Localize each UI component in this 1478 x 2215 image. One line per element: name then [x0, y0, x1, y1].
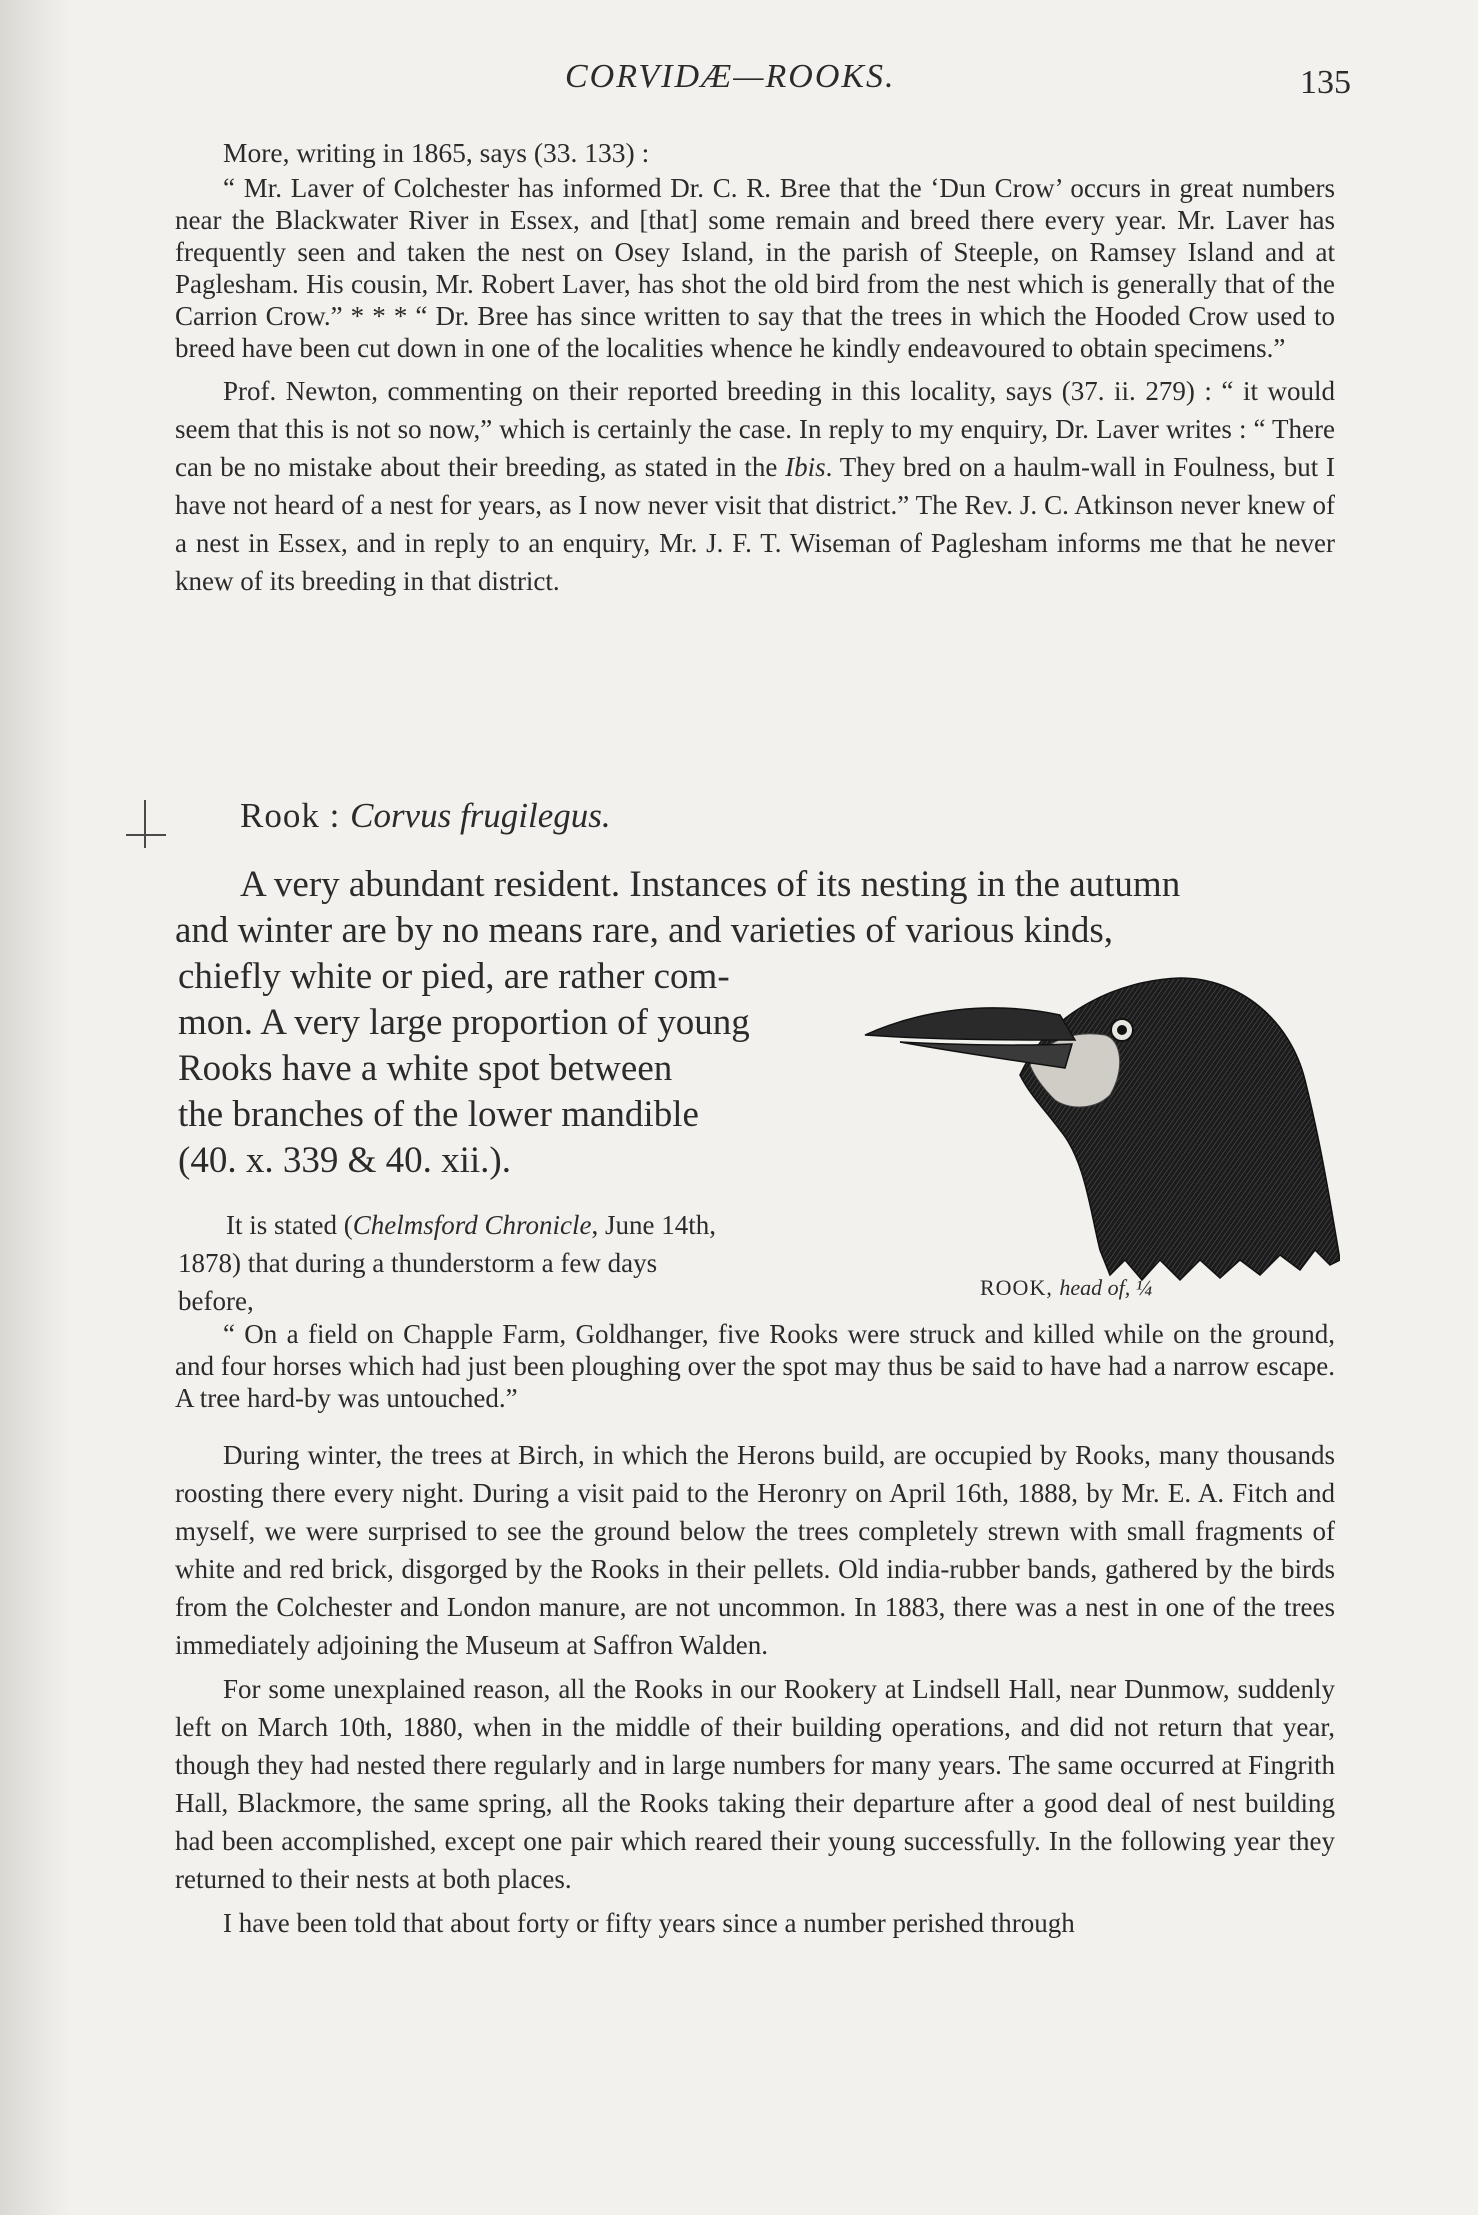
rook-head-shape [1020, 978, 1340, 1280]
ibis-title: Ibis [785, 451, 826, 482]
newton-text-end: . They bred on a haulm-wall in Foulness, but I have not heard of a nest for years, as I now never visit that district.” The Rev. J. C. Atkinson never knew of a nest in Essex, and in reply to an enquiry, Mr. J. F. T. Wiseman of Paglesham informs me that he never knew of its breeding in that district. [175, 451, 1336, 596]
intro-paragraph: More, writing in 1865, says (33. 133) : [223, 137, 650, 168]
species-common-name: Rook [240, 796, 320, 835]
rook-remaining-text [175, 1318, 1335, 1942]
species-heading-colon: : [319, 796, 351, 835]
stated-line-3: before, [178, 1286, 254, 1316]
species-latin-name: Corvus frugilegus. [350, 796, 611, 835]
rook-head-engraving [860, 960, 1340, 1310]
newton-text-start: Prof. Newton, commenting on their reported breeding in this locality, says (37. ii. 279) : “ it would seem that this is not so now,” which is certainly the case. In reply to my enquiry, Dr. Laver writes : “ There can be no mistake about their breeding, as stated in the [175, 375, 1335, 482]
rook-lead-narrow [178, 954, 828, 1320]
page-header [0, 58, 1478, 108]
stated-text: It is stated ( [226, 1210, 353, 1240]
cross-mark-icon [126, 800, 166, 848]
lead-narrow-line: Rooks have a white spot between [178, 1048, 673, 1089]
lead-narrow-line: the branches of the lower mandible [178, 1094, 699, 1135]
stated-line-1 [178, 1206, 828, 1244]
laver-quote-paragraph: “ Mr. Laver of Colchester has informed Dr. C. R. Bree that the ‘Dun Crow’ occurs in great numbers near the Blackwater River in Essex, and [that] some remain and breed there every year. Mr. Laver has frequently seen and taken the nest on Osey Island, in the parish of Steeple, on Ramsey Island and at Paglesham. His cousin, Mr. Robert Laver, has shot the old bird from the nest which is generally that of the Carrion Crow.” * * * “ Dr. Bree has since written to say that the trees in which the Hooded Crow used to breed have been cut down in one of the localities whence he kindly endeavoured to obtain specimens.” [175, 172, 1335, 363]
chelmsford-chronicle-title: Chelmsford Chronicle [352, 1210, 592, 1240]
figure-caption [980, 1275, 1152, 1301]
lead-narrow-line: chiefly white or pied, are rather com- [178, 956, 730, 997]
rook-pupil [1117, 1025, 1127, 1035]
species-heading [240, 796, 611, 836]
figure-caption-detail: head of, ¼ [1059, 1275, 1153, 1300]
lead-narrow-line: (40. x. 339 & 40. xii.). [178, 1140, 511, 1181]
final-line: I have been told that about forty or fifty years since a number perished through [223, 1908, 1075, 1938]
newton-paragraph [175, 372, 1335, 600]
lead-narrow-line: mon. A very large proportion of young [178, 1002, 750, 1043]
page-number: 135 [1300, 64, 1351, 101]
page-gutter-shadow [0, 0, 70, 2215]
hooded-crow-section [175, 134, 1335, 600]
rook-lower-beak [900, 1042, 1072, 1068]
chapple-farm-quote: “ On a field on Chapple Farm, Goldhanger, five Rooks were struck and killed while on the ground, and four horses which had just been ploughing over the spot may thus be said to have had a narrow escape. A tree hard-by was untouched.” [175, 1319, 1335, 1413]
running-head: CORVIDÆ—ROOKS. [565, 58, 896, 95]
figure-caption-label: ROOK, [980, 1275, 1060, 1300]
stated-date: , June 14th, [591, 1210, 716, 1240]
rook-upper-beak [865, 1008, 1075, 1040]
lead-line-2: and winter are by no means rare, and varieties of various kinds, [175, 910, 1114, 951]
winter-roost-paragraph: During winter, the trees at Birch, in which the Herons build, are occupied by Rooks, many thousands roosting there every night. During a visit paid to the Heronry on April 16th, 1888, by Mr. E. A. Fitch and myself, we were surprised to see the ground below the trees completely strewn with small fragments of white and red brick, disgorged by the Rooks in their pellets. Old india-rubber bands, gathered by the birds from the Colchester and London manure, are not uncommon. In 1883, there was a nest in one of the trees immediately adjoining the Museum at Saffron Walden. [175, 1440, 1335, 1660]
lindsell-hall-paragraph: For some unexplained reason, all the Rooks in our Rookery at Lindsell Hall, near Dunmow, suddenly left on March 10th, 1880, when in the middle of their building operations, and did not return that year, though they had nested there regularly and in large numbers for many years. The same occurred at Fingrith Hall, Blackmore, the same spring, all the Rooks taking their departure after a good deal of nest building had been accomplished, except one pair which reared their young successfully. In the following year they returned to their nests at both places. [175, 1674, 1335, 1894]
lead-line-1: A very abundant resident. Instances of its nesting in the autumn [240, 864, 1181, 905]
rook-lead-full [175, 862, 1335, 954]
stated-line-2: 1878) that during a thunderstorm a few days [178, 1248, 658, 1278]
